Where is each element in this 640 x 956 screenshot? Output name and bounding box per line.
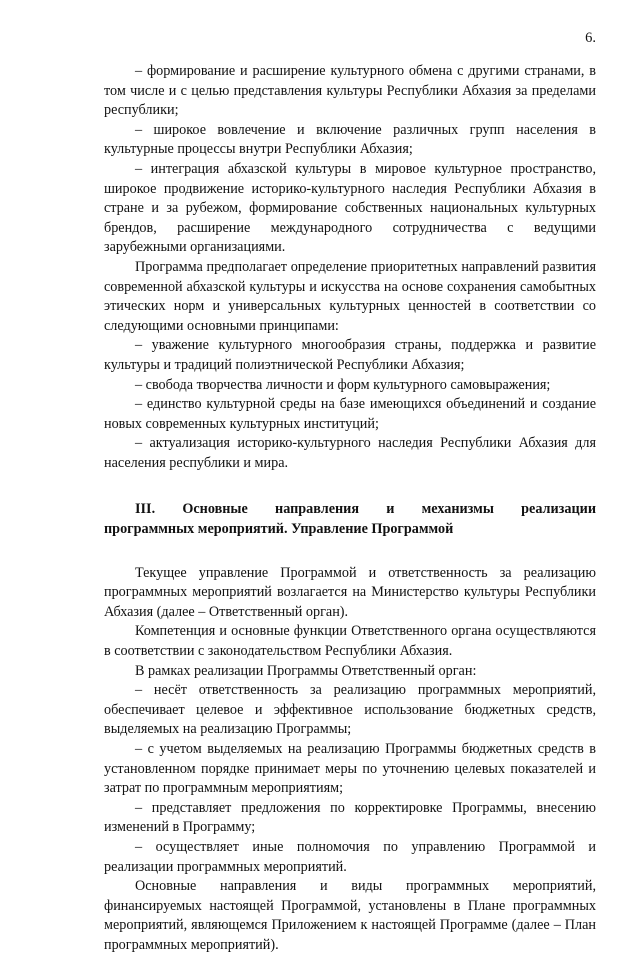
paragraph: – несёт ответственность за реализацию программных мероприятий, обеспечивает целевое и эффективное использование бюджетных средств, выделяемых на реализацию Программы; <box>104 682 596 738</box>
paragraph: Текущее управление Программой и ответственность за реализацию программных мероприятий возлагается на Министерство культуры Республики Абхазия (далее – Ответственный орган). <box>104 564 596 620</box>
paragraph: – широкое вовлечение и включение различных групп населения в культурные процессы внутри Республики Абхазия; <box>104 121 596 158</box>
document-body <box>104 62 596 956</box>
paragraph: – актуализация историко-культурного наследия Республики Абхазия для населения республики и мира. <box>104 435 596 471</box>
paragraph: – формирование и расширение культурного обмена с другими странами, в том числе и с целью представления культуры Республики Абхазия за пределами республики; <box>104 63 596 119</box>
section-heading-line1: III. Основные направления и механизмы реализации <box>135 501 596 518</box>
paragraph: – интеграция абхазской культуры в мировое культурное пространство, широкое продвижение историко-культурного наследия Республики Абхазия в стране и за рубежом, формирование собственных национальных культурных брендов, расширение международного сотрудничества с ведущими зарубежными организациями. <box>104 160 596 256</box>
paragraph: – единство культурной среды на базе имеющихся объединений и создание новых современных культурных институций; <box>104 396 596 432</box>
section-heading <box>104 500 596 539</box>
paragraph: В рамках реализации Программы Ответственный орган: <box>135 662 477 679</box>
section-heading-line2: программных мероприятий. Управление Программой <box>104 521 454 538</box>
paragraph: – представляет предложения по корректировке Программы, внесению изменений в Программу; <box>104 799 596 836</box>
paragraph: Программа предполагает определение приоритетных направлений развития современной абхазской культуры и искусства на основе сохранения самобытных этических норм и универсальных культурных ценностей в соответствии со следующими основными принципами: <box>104 258 596 334</box>
page-number: 6. <box>585 30 596 46</box>
paragraph: – с учетом выделяемых на реализацию Программы бюджетных средств в установленном порядке принимает меры по уточнению целевых показателей и затрат по программным мероприятиям; <box>104 741 596 797</box>
paragraph: – осуществляет иные полномочия по управлению Программой и реализации программных мероприятий. <box>104 838 596 875</box>
paragraph: – уважение культурного многообразия страны, поддержка и развитие культуры и традиций полиэтнической Республики Абхазия; <box>104 337 596 373</box>
paragraph: Компетенция и основные функции Ответственного органа осуществляются в соответствии с законодательством Республики Абхазия. <box>104 623 596 660</box>
paragraph: – свобода творчества личности и форм культурного самовыражения; <box>135 376 551 393</box>
paragraph: Основные направления и виды программных мероприятий, финансируемых настоящей Программой, установлены в Плане программных мероприятий, являющемся Приложением к настоящей Программе (далее – План программных мероприятий). <box>104 878 596 953</box>
